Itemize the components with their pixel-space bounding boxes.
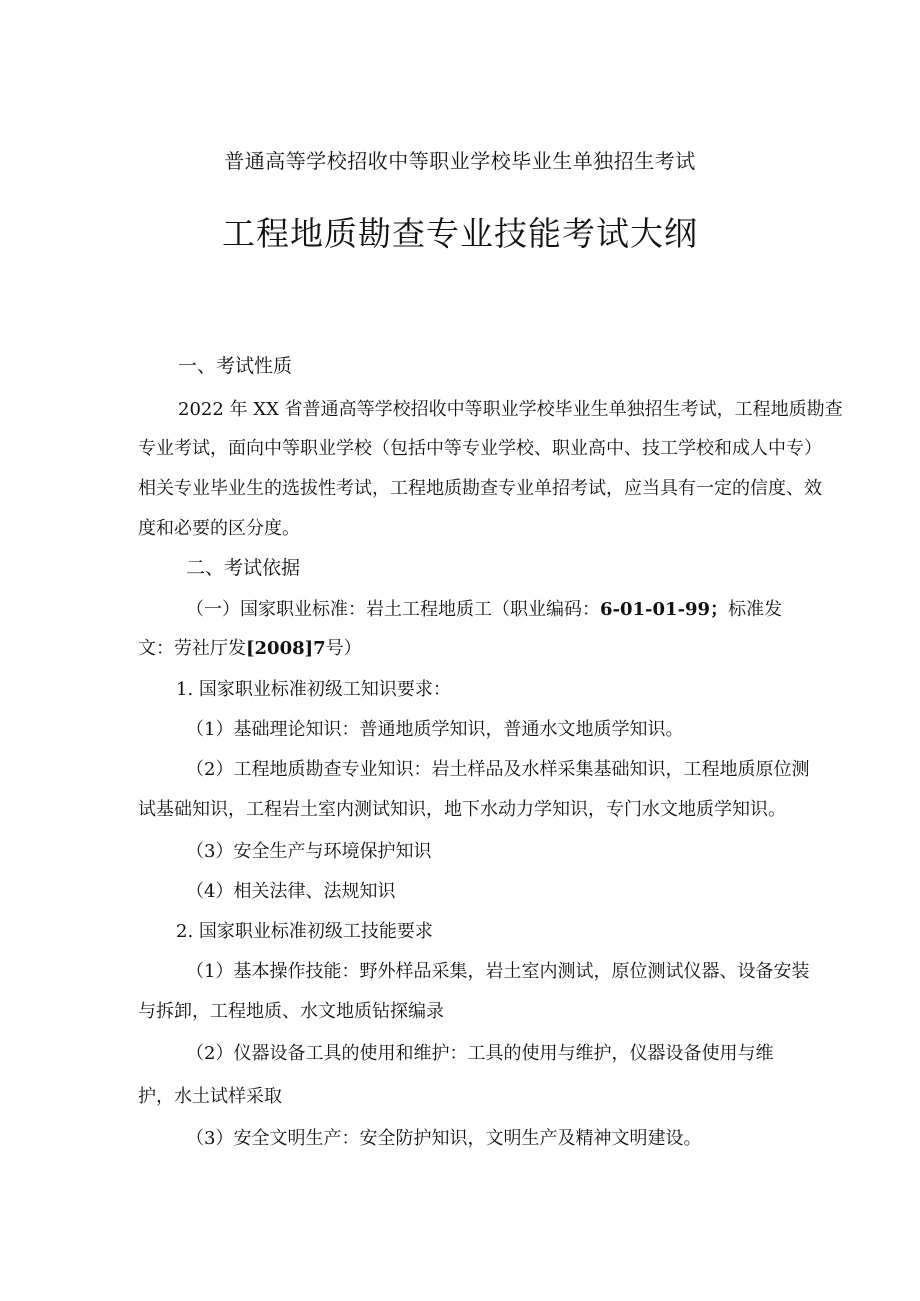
item-1-point-2-line-1: （2）工程地质勘查专业知识：岩土样品及水样采集基础知识，工程地质原位测	[186, 759, 810, 780]
section-heading-exam-nature: 一、考试性质	[178, 355, 293, 377]
standard-text: 号）	[325, 638, 362, 659]
item-2-heading: 2. 国家职业标准初级工技能要求	[176, 921, 433, 942]
standard-text: 标准发	[728, 599, 783, 620]
item-1-point-2-line-2: 试基础知识，工程岩土室内测试知识，地下水动力学知识，专门水文地质学知识。	[138, 799, 786, 820]
item-2-point-3: （3）安全文明生产：安全防护知识，文明生产及精神文明建设。	[186, 1128, 702, 1149]
standard-line-2	[138, 637, 362, 661]
paragraph-line: 度和必要的区分度。	[138, 518, 300, 539]
item-1-point-3: （3）安全生产与环境保护知识	[186, 841, 432, 862]
occupation-code: 6-01-01-99；	[600, 599, 729, 620]
item-1-point-4: （4）相关法律、法规知识	[186, 881, 396, 902]
standard-text: （一）国家职业标准：岩土工程地质工（职业编码：	[186, 599, 600, 620]
document-subtitle: 普通高等学校招收中等职业学校毕业生单独招生考试	[224, 149, 696, 173]
item-2-point-1-line-2: 与拆卸，工程地质、水文地质钻探编录	[138, 1001, 444, 1022]
paragraph-line: 相关专业毕业生的选拔性考试，工程地质勘查专业单招考试，应当具有一定的信度、效	[138, 478, 822, 499]
item-2-point-1-line-1: （1）基本操作技能：野外样品采集，岩土室内测试，原位测试仪器、设备安装	[186, 961, 810, 982]
item-2-point-2-line-1: （2）仪器设备工具的使用和维护：工具的使用与维护，仪器设备使用与维	[186, 1043, 774, 1064]
section-heading-exam-basis: 二、考试依据	[186, 557, 301, 579]
paragraph-line: 专业考试，面向中等职业学校（包括中等专业学校、职业高中、技工学校和成人中专）	[138, 438, 822, 459]
document-title: 工程地质勘查专业技能考试大纲	[222, 214, 698, 253]
standard-line-1	[186, 598, 782, 622]
item-1-point-1: （1）基础理论知识：普通地质学知识，普通水文地质学知识。	[186, 719, 684, 740]
standard-text: 文：劳社厅发	[138, 638, 246, 659]
document-number: [2008]7	[246, 638, 326, 659]
item-1-heading: 1. 国家职业标准初级工知识要求：	[176, 679, 451, 700]
item-2-point-2-line-2: 护，水土试样采取	[138, 1086, 282, 1107]
paragraph-line: 2022 年 XX 省普通高等学校招收中等职业学校毕业生单独招生考试，工程地质勘查	[178, 399, 843, 420]
